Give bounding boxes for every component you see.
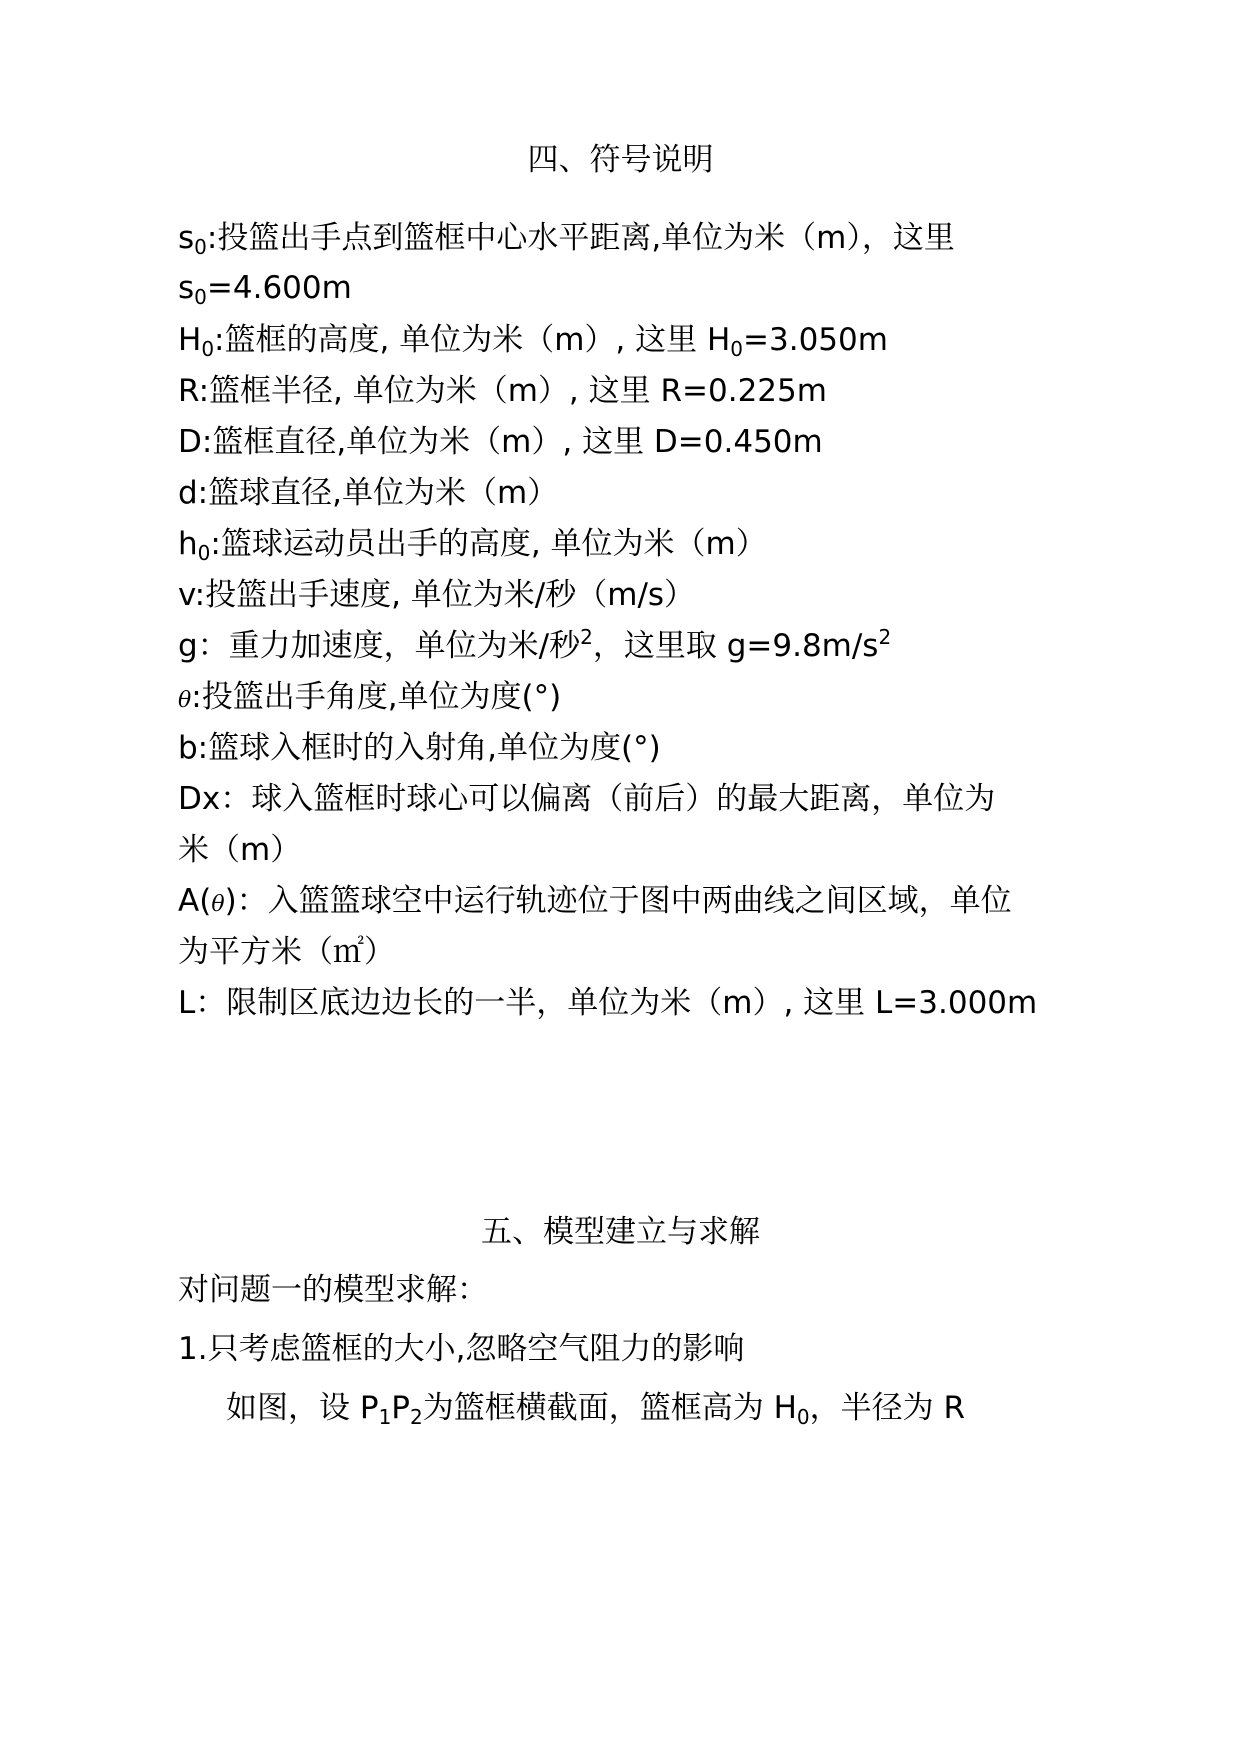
symbol-h0-line xyxy=(178,524,767,564)
symbol-A-prefix: A( xyxy=(178,883,212,919)
symbol-Dx-line: Dx：球入篮框时球心可以偏离（前后）的最大距离，单位为 xyxy=(178,781,996,817)
symbol-H0-line xyxy=(178,320,888,360)
symbol-s0-subscript: 0 xyxy=(194,235,207,259)
paragraph-text-2: P xyxy=(391,1390,410,1426)
symbol-h0-desc: :篮球运动员出手的高度, 单位为米（m） xyxy=(210,526,767,562)
problem1-item-1: 1.只考虑篮框的大小,忽略空气阻力的影响 xyxy=(178,1331,745,1367)
symbol-Dx-line-cont: 米（m） xyxy=(178,832,302,868)
symbol-A-theta: θ xyxy=(211,892,225,917)
symbol-L-line: L：限制区底边边长的一半，单位为米（m）, 这里 L=3.000m xyxy=(178,985,1038,1021)
symbol-theta-line xyxy=(178,677,561,721)
symbol-R-line: R:篮框半径, 单位为米（m）, 这里 R=0.225m xyxy=(178,373,827,409)
symbol-H0: H xyxy=(178,322,202,358)
symbol-H0-desc: :篮框的高度, 单位为米（m）, 这里 H xyxy=(214,322,731,358)
symbol-theta: θ xyxy=(178,688,192,713)
paragraph-sub-1: 1 xyxy=(378,1405,392,1429)
symbol-s0-value-sym: s xyxy=(178,270,195,306)
paragraph-sub-2: 2 xyxy=(410,1405,423,1429)
symbol-h0-subscript: 0 xyxy=(197,541,211,565)
symbol-g-line xyxy=(178,626,891,666)
symbol-A-desc: )：入篮篮球空中运行轨迹位于图中两曲线之间区域，单位 xyxy=(224,883,1012,919)
symbol-s0-desc: :投篮出手点到篮框中心水平距离,单位为米（m），这里 xyxy=(206,220,955,256)
symbol-s0-value-line xyxy=(178,268,352,308)
symbol-s0-line xyxy=(178,218,955,258)
symbol-theta-desc: :投篮出手角度,单位为度(°) xyxy=(191,679,562,715)
symbol-d-line: d:篮球直径,单位为米（m） xyxy=(178,475,559,511)
symbol-h0: h xyxy=(178,526,198,562)
symbol-A-line-cont: 为平方米（㎡） xyxy=(178,934,395,970)
problem1-intro: 对问题一的模型求解： xyxy=(178,1272,488,1308)
symbol-s0: s xyxy=(178,220,195,256)
symbol-H0-subscript: 0 xyxy=(201,337,215,361)
symbol-s0-value-subscript: 0 xyxy=(194,285,207,309)
symbol-g-desc: g：重力加速度，单位为米/秒 xyxy=(178,628,581,664)
symbol-D-line: D:篮框直径,单位为米（m）, 这里 D=0.450m xyxy=(178,424,823,460)
paragraph-sub-3: 0 xyxy=(796,1405,810,1429)
section5-title: 五、模型建立与求解 xyxy=(481,1214,760,1250)
symbol-A-line xyxy=(178,881,1012,925)
paragraph-text-3: 为篮框横截面，篮框高为 H xyxy=(422,1390,797,1426)
paragraph-text-1: 如图，设 P xyxy=(226,1390,379,1426)
symbol-b-line: b:篮球入框时的入射角,单位为度(°) xyxy=(178,730,661,766)
symbol-v-line: v:投篮出手速度, 单位为米/秒（m/s） xyxy=(178,577,696,613)
paragraph-text-4: ，半径为 R xyxy=(809,1390,966,1426)
symbol-H0-value: =3.050m xyxy=(743,322,888,358)
problem1-paragraph xyxy=(226,1388,965,1428)
symbol-s0-value: =4.600m xyxy=(206,270,352,306)
symbol-g-superscript: 2 xyxy=(580,625,593,649)
symbol-g-value: ，这里取 g=9.8m/s xyxy=(592,628,879,664)
section4-title: 四、符号说明 xyxy=(527,142,714,178)
symbol-g-value-superscript: 2 xyxy=(878,625,892,649)
symbol-H0-subscript-2: 0 xyxy=(730,337,744,361)
